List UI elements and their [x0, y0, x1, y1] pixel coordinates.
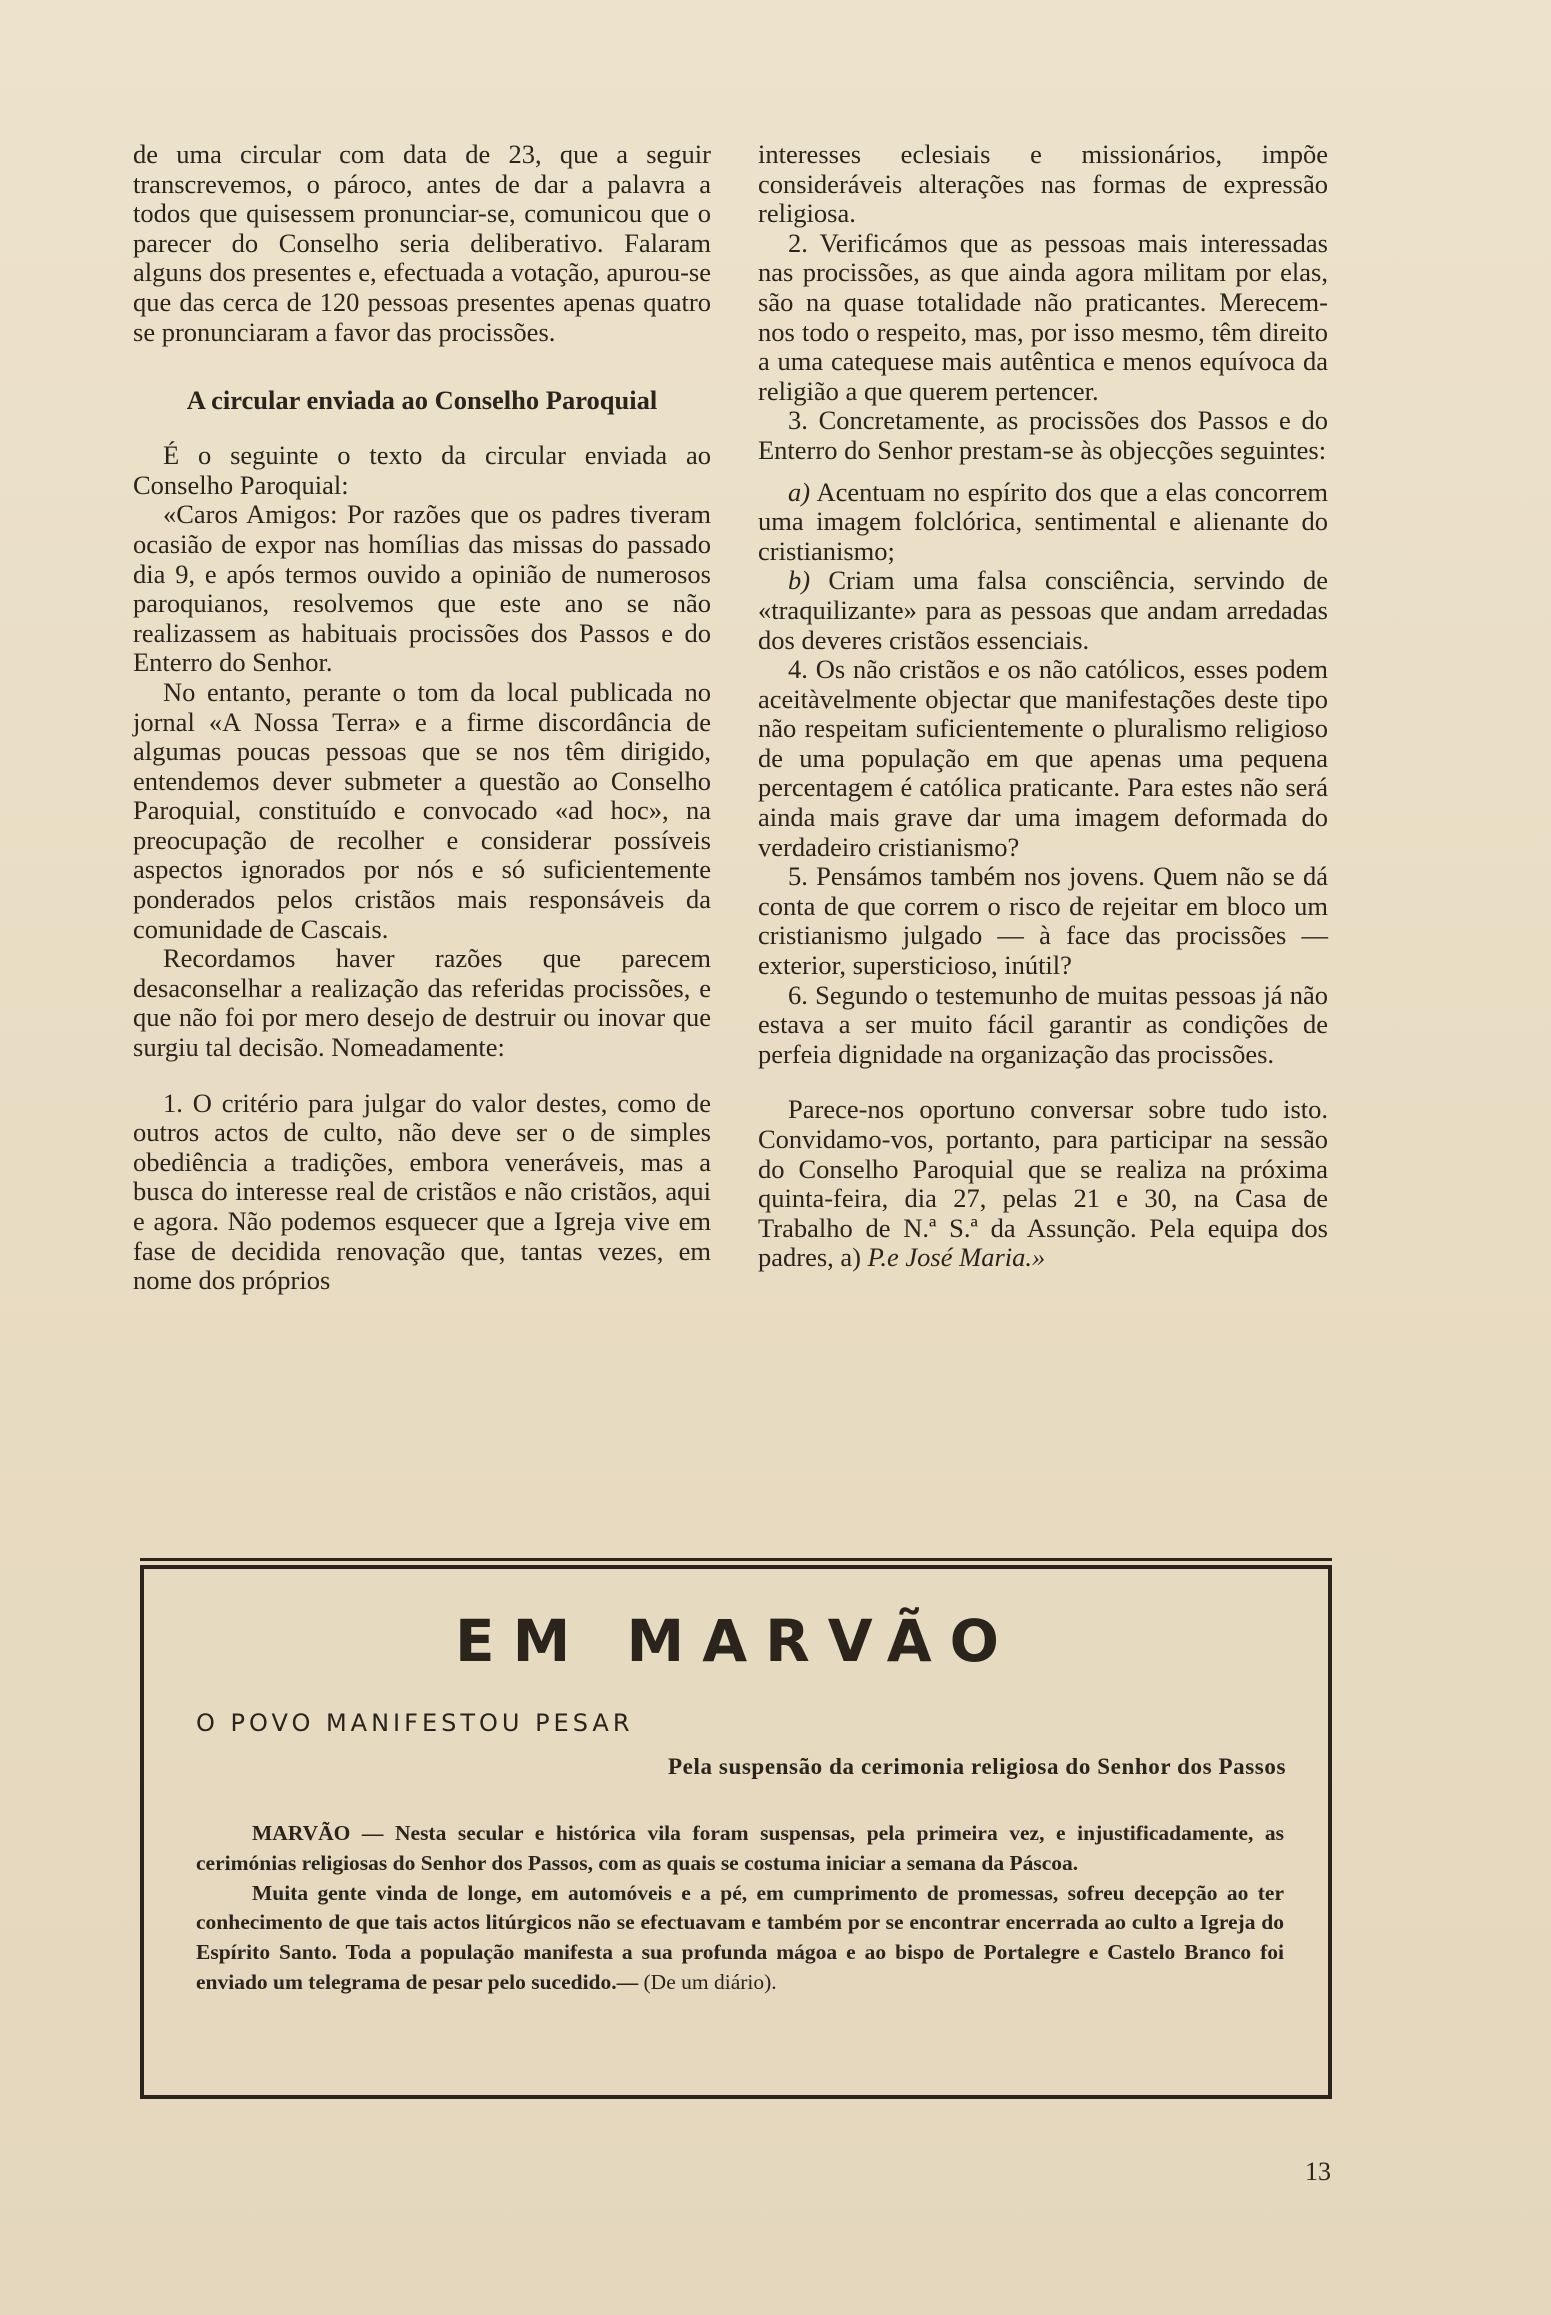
left-column: [133, 140, 711, 1296]
closing-text: Parece-nos oportuno conversar sobre tudo isto. Convidamo-vos, portanto, para participar na sessão do Conselho Paroquial que se realiza na próxima quinta-feira, dia 27, pelas 21 e 30, na Casa de Trabalho de N.ª S.ª da Assunção. Pela equipa dos padres, a): [758, 1094, 1328, 1273]
closing-paragraph: [758, 1095, 1328, 1273]
box-subtitle: Pela suspensão da cerimonia religiosa do Senhor dos Passos: [668, 1754, 1286, 1779]
right-column: [758, 140, 1328, 1273]
paragraph: É o seguinte o texto da circular enviada ao Conselho Paroquial:: [133, 440, 711, 500]
paragraph: MARVÃO — Nesta secular e histórica vila foram suspensas, pela primeira vez, e injustificadamente, as cerimónias religiosas do Senhor dos Passos, com as quais se costuma iniciar a semana da Páscoa.: [196, 1821, 1284, 1875]
list-label: b): [788, 565, 811, 596]
paragraph: interesses eclesiais e missionários, impõe consideráveis alterações nas formas de expressão religiosa.: [758, 139, 1328, 229]
paragraph: 4. Os não cristãos e os não católicos, esses podem aceitàvelmente objectar que manifestações deste tipo não respeitam suficientemente o pluralismo religioso de uma população em que apenas uma pequena percentagem é católica praticante. Para estes não será ainda mais grave dar uma imagem deformada do verdadeiro cristianismo?: [758, 654, 1328, 862]
paragraph-text: Muita gente vinda de longe, em automóveis e a pé, em cumprimento de promessas, sofreu decepção ao ter conhecimento de que tais actos litúrgicos não se efectuavam e também por se encontrar encerrada ao culto a Igreja do Espírito Santo. Toda a população manifesta a sua profunda mágoa e ao bispo de Portalegre e Castelo Branco foi enviado um telegrama de pesar pelo sucedido.—: [196, 1880, 1284, 1994]
paragraph: 5. Pensámos também nos jovens. Quem não se dá conta de que correm o risco de rejeitar em bloco um cristianismo julgado — à face das procissões — exterior, supersticioso, inútil?: [758, 861, 1328, 981]
page-number: 13: [1305, 2157, 1331, 2186]
paragraph: [196, 1879, 1284, 1998]
paragraph: «Caros Amigos: Por razões que os padres tiveram ocasião de expor nas homílias das missas do passado dia 9, e após termos ouvido a opinião de numerosos paroquianos, resolvemos que este ano se não realizassem as habituais procissões dos Passos e do Enterro do Senhor.: [133, 499, 711, 678]
paragraph: Recordamos haver razões que parecem desaconselhar a realização das referidas procissões, e que não foi por mero desejo de destruir ou inovar que surgiu tal decisão. Nomeadamente:: [133, 943, 711, 1063]
paragraph: No entanto, perante o tom da local publicada no jornal «A Nossa Terra» e a firme discordância de algumas poucas pessoas que se nos têm dirigido, entendemos dever submeter a questão ao Conselho Paroquial, constituído e convocado «ad hoc», na preocupação de recolher e considerar possíveis aspectos ignorados por nós e só suficientemente ponderados pelos cristãos mais responsáveis da comunidade de Cascais.: [133, 676, 711, 944]
box-title: EM MARVÃO: [455, 1607, 1017, 1675]
paragraph: de uma circular com data de 23, que a seguir transcrevemos, o pároco, antes de dar a palavra a todos que quisessem pronunciar-se, comunicou que o parecer do Conselho seria deliberativo. Falaram alguns dos presentes e, efectuada a votação, apurou-se que das cerca de 120 pessoas presentes apenas quatro se pronunciaram a favor das procissões.: [133, 139, 711, 347]
paragraph: 2. Verificámos que as pessoas mais interessadas nas procissões, as que ainda agora militam por elas, são na quase totalidade não praticantes. Merecem-nos todo o respeito, mas, por isso mesmo, têm direito a uma catequese mais autêntica e menos equívoca da religião a que querem pertencer.: [758, 227, 1328, 406]
paragraph: 6. Segundo o testemunho de muitas pessoas já não estava a ser muito fácil garantir as condições de perfeia dignidade na organização das procissões.: [758, 979, 1328, 1069]
box-body: [196, 1819, 1284, 1998]
signature: P.e José Maria.»: [861, 1242, 1046, 1273]
list-label: a): [788, 476, 811, 507]
list-item-b: [758, 566, 1328, 655]
list-text: Criam uma falsa consciência, servindo de «traquilizante» para as pessoas que andam arredadas dos deveres cristãos essenciais.: [758, 565, 1328, 655]
source-credit: (De um diário).: [638, 1969, 777, 1994]
news-box: [140, 1565, 1332, 2099]
paragraph: 3. Concretamente, as procissões dos Passos e do Enterro do Senhor prestam-se às objecções seguintes:: [758, 405, 1328, 465]
list-item-a: [758, 478, 1328, 567]
box-rule: [140, 1558, 1332, 1561]
box-kicker: O POVO MANIFESTOU PESAR: [196, 1709, 634, 1737]
list-text: Acentuam no espírito dos que a elas concorrem uma imagem folclórica, sentimental e alienante do cristianismo;: [758, 476, 1328, 566]
section-heading: A circular enviada ao Conselho Paroquial: [186, 385, 658, 416]
paragraph: 1. O critério para julgar do valor destes, como de outros actos de culto, não deve ser o de simples obediência a tradições, embora veneráveis, mas a busca do interesse real de cristãos e não cristãos, aqui e agora. Não podemos esquecer que a Igreja vive em fase de decidida renovação que, tantas vezes, em nome dos próprios: [133, 1087, 711, 1296]
